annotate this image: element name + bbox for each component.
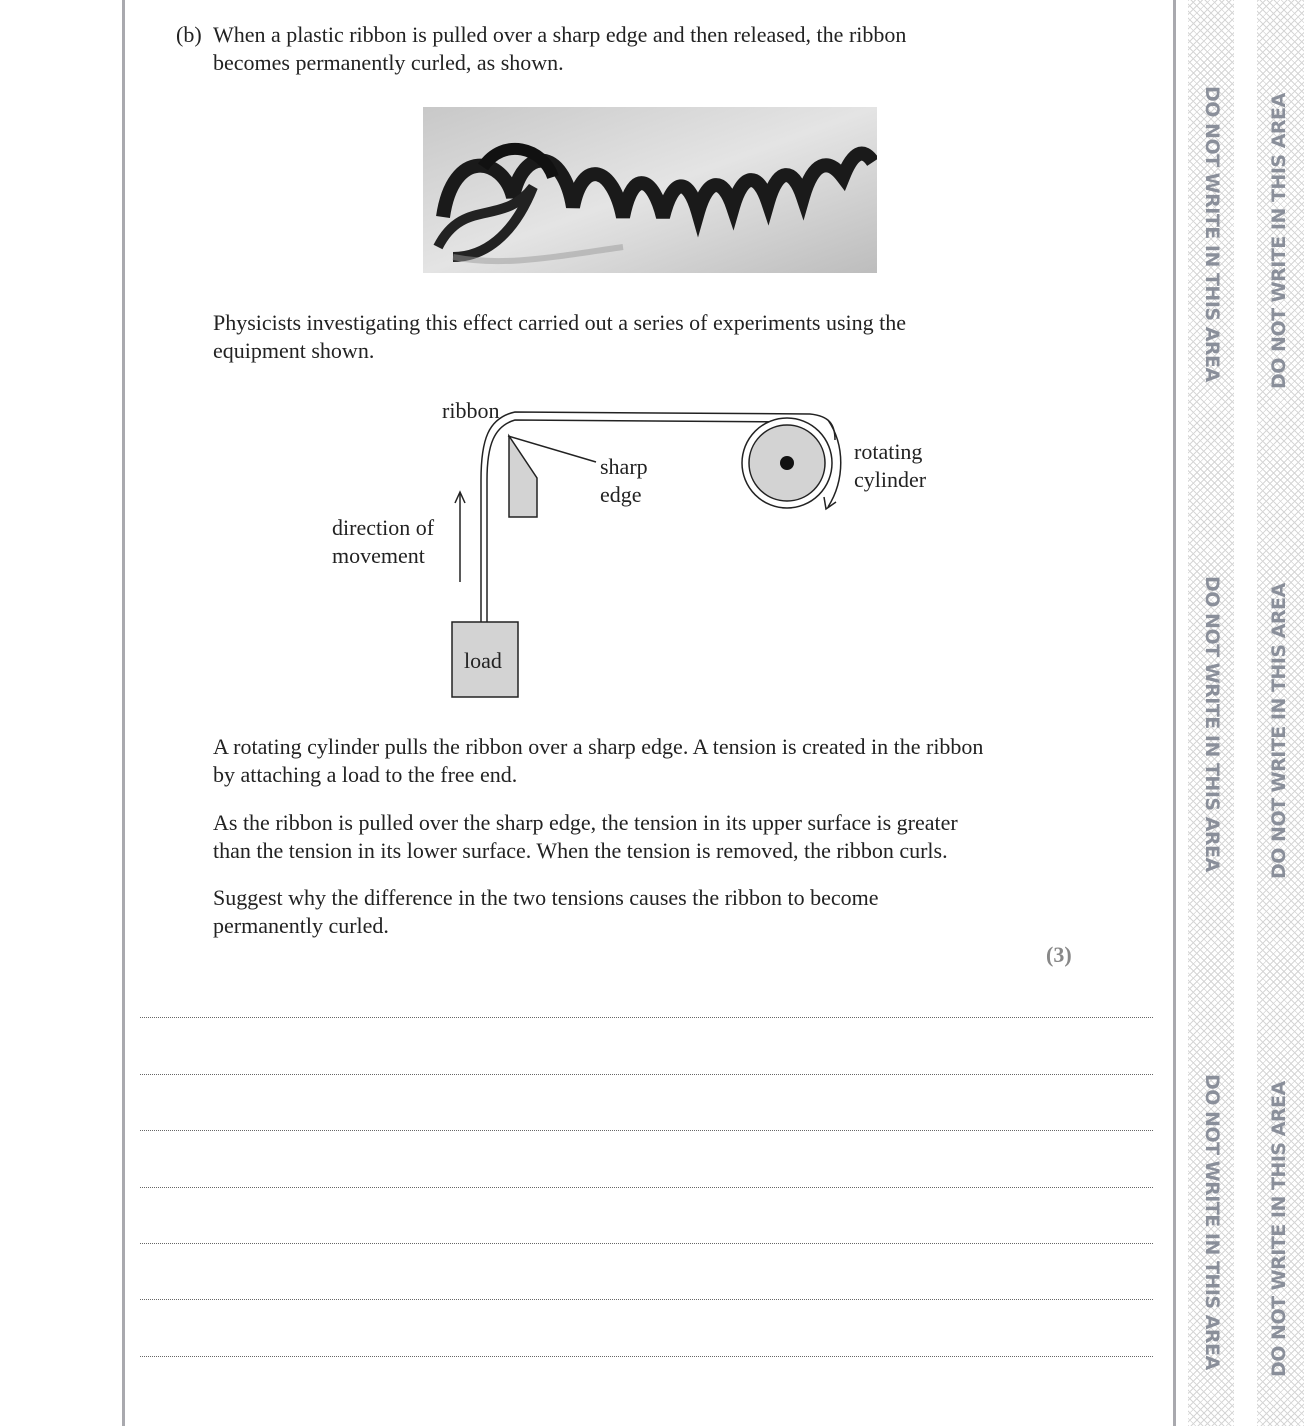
label-sharp-edge: sharp [600,454,648,479]
answer-line[interactable] [140,1356,1153,1357]
answer-line[interactable] [140,1243,1153,1244]
intro-text: becomes permanently curled, as shown. [213,50,564,75]
label-load: load [464,648,502,673]
label-sharp-edge: edge [600,482,642,507]
answer-line[interactable] [140,1074,1153,1075]
label-rotating-cylinder: cylinder [854,467,927,492]
para-text: A rotating cylinder pulls the ribbon over a sharp edge. A tension is created in the ribbon [213,734,984,759]
para-text: permanently curled. [213,913,389,938]
para-text: than the tension in its lower surface. When the tension is removed, the ribbon curls. [213,838,948,863]
margin-warning: DO NOT WRITE IN THIS AREA [1201,576,1223,872]
marks-label: (3) [1046,942,1072,967]
axle [780,456,794,470]
para-text: equipment shown. [213,338,375,363]
para-text: Suggest why the difference in the two tensions causes the ribbon to become [213,885,879,910]
para-text: by attaching a load to the free end. [213,762,518,787]
intro-text: When a plastic ribbon is pulled over a sharp edge and then released, the ribbon [213,22,907,47]
para-text: As the ribbon is pulled over the sharp edge, the tension in its upper surface is greater [213,810,958,835]
para-text: Physicists investigating this effect carried out a series of experiments using the [213,310,907,335]
margin-warning: DO NOT WRITE IN THIS AREA [1201,86,1223,382]
answer-line[interactable] [140,1299,1153,1300]
label-direction: direction of [332,515,435,540]
margin-warning: DO NOT WRITE IN THIS AREA [1201,1074,1223,1370]
margin-warning: DO NOT WRITE IN THIS AREA [1268,583,1290,879]
label-ribbon: ribbon [442,398,500,423]
answer-line[interactable] [140,1187,1153,1188]
answer-line[interactable] [140,1017,1153,1018]
margin-warning: DO NOT WRITE IN THIS AREA [1268,93,1290,389]
label-rotating-cylinder: rotating [854,439,923,464]
answer-line[interactable] [140,1130,1153,1131]
margin-warning: DO NOT WRITE IN THIS AREA [1268,1081,1290,1377]
sharp-edge [509,436,537,517]
part-label: (b) [176,22,202,47]
label-direction: movement [332,543,425,568]
